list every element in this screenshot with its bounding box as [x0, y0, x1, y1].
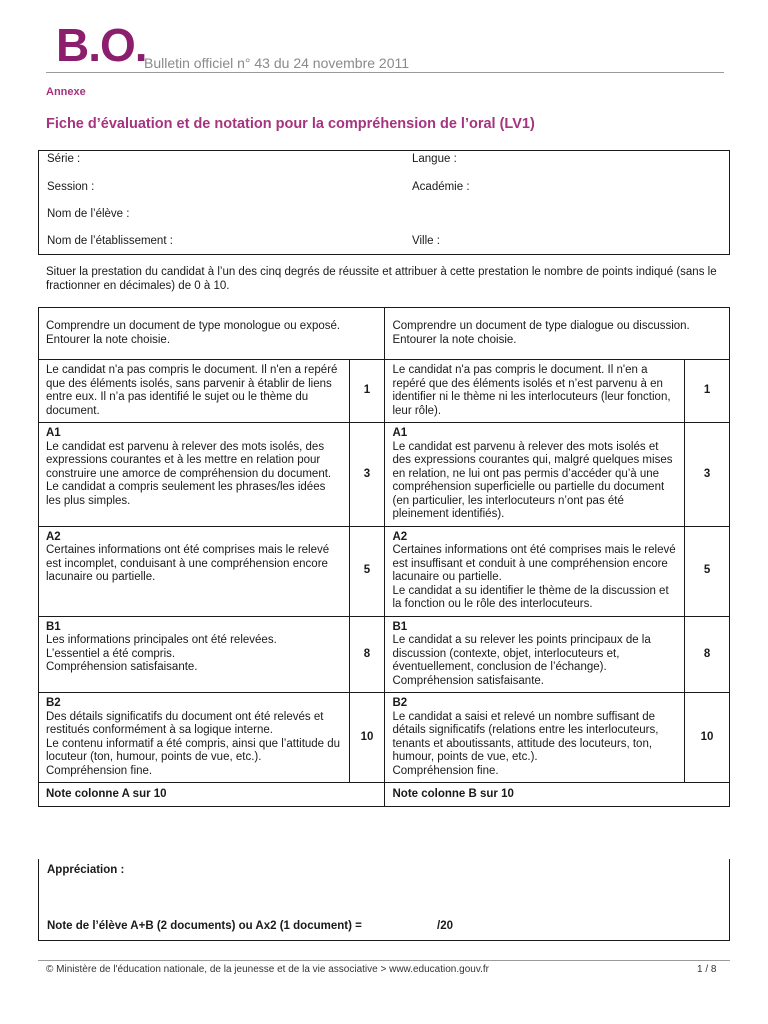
- bo-logo: B.O.: [56, 19, 147, 71]
- descriptor-text: Le candidat a saisi et relevé un nombre suffisant de détails significatifs (relations entre les interlocuteurs, tenants et aboutissants, attitude des locuteurs, ton, humour, points de vue, etc.).: [392, 710, 659, 763]
- candidate-info-box: [38, 150, 730, 255]
- bulletin-reference: Bulletin officiel n° 43 du 24 novembre 2011: [144, 55, 410, 71]
- descriptor-cell-b: [385, 526, 685, 616]
- descriptor-text: Le candidat n'a pas compris le document. Il n'en a repéré que des éléments isolés et n’est parvenu à en identifier ni le thème ni les interlocuteurs (leur fonction, leur rôle).: [392, 364, 671, 417]
- student-name-label: Nom de l’élève :: [47, 208, 130, 220]
- points-cell-a[interactable]: 10: [349, 693, 385, 783]
- descriptor-cell-b: [385, 360, 685, 423]
- descriptor-text: Le contenu informatif a été compris, ainsi que l’attitude du locuteur (ton, humour, points de vue, etc.). Compréhension fine.: [46, 737, 341, 777]
- descriptor-cell-a: [39, 616, 350, 693]
- descriptor-text: Les informations principales ont été relevées.: [46, 634, 277, 646]
- school-name-label: Nom de l’établissement :: [47, 235, 173, 247]
- level-label: A1: [392, 427, 408, 439]
- instructions: Situer la prestation du candidat à l’un des cinq degrés de réussite et attribuer à cette prestation le nombre de points indiqué (sans le fractionner en décimales) de 0 à 10.: [46, 266, 717, 292]
- descriptor-text: Le candidat est parvenu à relever des mots isolés, des expressions courantes et à les mettre en relation pour construire une amorce de compréhension du document.: [46, 440, 332, 480]
- descriptor-text: Des détails significatifs du document ont été relevés et restitués conformément à sa logique interne.: [46, 710, 324, 736]
- annexe-label: Annexe: [46, 86, 86, 98]
- descriptor-text: Le candidat a su identifier le thème de la discussion et la fonction ou le rôle des interlocuteurs.: [392, 584, 669, 610]
- points-cell-b[interactable]: 3: [685, 423, 730, 527]
- grid-level-row: [39, 526, 730, 616]
- descriptor-text: L’essentiel a été compris.: [46, 647, 176, 660]
- grid-level-row: [39, 360, 730, 423]
- grid-level-row: [39, 693, 730, 783]
- descriptor-text: Compréhension fine.: [392, 764, 499, 777]
- descriptor-cell-a: [39, 360, 350, 423]
- level-label: B1: [46, 620, 61, 633]
- points-cell-a[interactable]: 3: [349, 423, 385, 527]
- points-cell-b[interactable]: 5: [685, 526, 730, 616]
- level-label: A2: [392, 530, 408, 543]
- total-score-label: Note de l’élève A+B (2 documents) ou Ax2 (1 document) =: [47, 920, 362, 932]
- descriptor-cell-a: [39, 423, 350, 527]
- column-b-header: Comprendre un document de type dialogue ou discussion. Entourer la note choisie.: [385, 308, 730, 360]
- appreciation-label: Appréciation :: [47, 864, 125, 876]
- points-cell-b[interactable]: 8: [685, 616, 730, 693]
- points-cell-b[interactable]: 1: [685, 360, 730, 423]
- points-cell-b[interactable]: 10: [685, 693, 730, 783]
- descriptor-text: Le candidat n'a pas compris le document. Il n'en a repéré que des éléments isolés, sans parvenir à établir de liens entre eux. Il n’a pas identifié le sujet ou le thème du document.: [46, 364, 338, 417]
- descriptor-cell-a: [39, 693, 350, 783]
- level-label: A1: [46, 427, 61, 439]
- note-column-a: Note colonne A sur 10: [39, 783, 385, 807]
- level-label: B2: [46, 697, 61, 709]
- grid-header-row: [39, 308, 730, 360]
- descriptor-text: Compréhension satisfaisante.: [46, 661, 198, 673]
- column-a-header: Comprendre un document de type monologue ou exposé. Entourer la note choisie.: [39, 308, 385, 360]
- note-column-b: Note colonne B sur 10: [385, 783, 730, 807]
- descriptor-cell-b: [385, 423, 685, 527]
- descriptor-text: Certaines informations ont été comprises mais le relevé est insuffisant et conduit à une compréhension encore lacunaire ou partielle.: [392, 544, 676, 583]
- descriptor-cell-b: [385, 693, 685, 783]
- notes-row: [39, 783, 730, 807]
- points-cell-a[interactable]: 8: [349, 616, 385, 693]
- descriptor-cell-a: [39, 526, 350, 616]
- page-number: 1 / 8: [697, 964, 717, 975]
- footer-copyright: © Ministère de l'éducation nationale, de la jeunesse et de la vie associative > www.education.gouv.fr: [46, 964, 489, 975]
- grid-level-row: [39, 616, 730, 693]
- points-cell-a[interactable]: 5: [349, 526, 385, 616]
- level-label: B2: [392, 697, 408, 709]
- serie-label: Série :: [47, 153, 81, 165]
- level-label: B1: [392, 620, 408, 633]
- level-label: A2: [46, 530, 61, 543]
- grid-level-row: [39, 423, 730, 527]
- academie-label: Académie :: [412, 181, 470, 193]
- footer-divider: [38, 960, 730, 961]
- header-divider: [46, 72, 724, 73]
- ville-label: Ville :: [412, 235, 440, 247]
- points-cell-a[interactable]: 1: [349, 360, 385, 423]
- descriptor-text: Le candidat a compris seulement les phrases/les idées les plus simples.: [46, 481, 326, 507]
- langue-label: Langue :: [412, 153, 457, 165]
- evaluation-grid: [38, 307, 730, 807]
- descriptor-text: Certaines informations ont été comprises mais le relevé est incomplet, conduisant à une compréhension encore lacunaire ou partielle.: [46, 544, 330, 583]
- document-title: Fiche d’évaluation et de notation pour la compréhension de l’oral (LV1): [46, 116, 535, 132]
- descriptor-text: Compréhension satisfaisante.: [392, 674, 544, 687]
- session-label: Session :: [47, 181, 95, 193]
- appreciation-box: [38, 859, 730, 941]
- total-score-value: /20: [437, 920, 453, 932]
- descriptor-text: Le candidat a su relever les points principaux de la discussion (contexte, objet, interlocuteurs et, éventuellement, conclusion de l’échange).: [392, 634, 651, 673]
- descriptor-cell-b: [385, 616, 685, 693]
- descriptor-text: Le candidat est parvenu à relever des mots isolés et des expressions courantes qui, malgré quelques mises en relation, ne lui ont pas permis d’accéder qu’à une compréhension superficielle ou partielle du document (en particulier, les interlocuteurs n’ont pas été pleinement identifiés).: [392, 440, 673, 520]
